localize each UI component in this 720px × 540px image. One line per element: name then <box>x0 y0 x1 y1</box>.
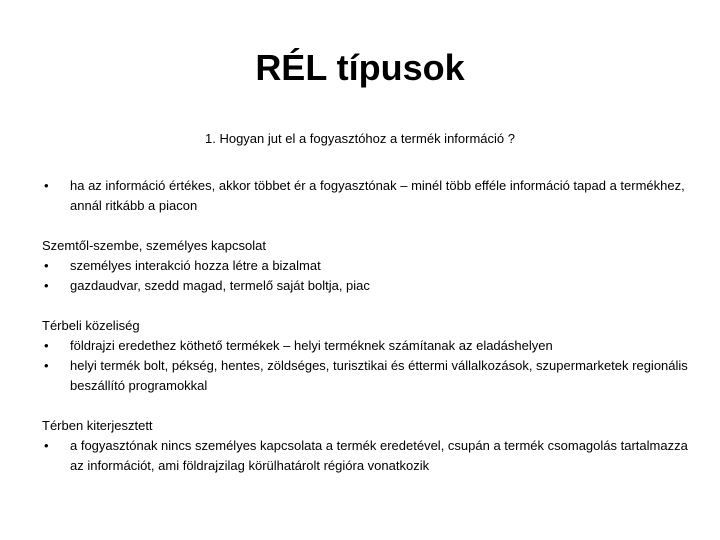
bullet-icon: • <box>44 438 49 453</box>
bullet-icon: • <box>44 358 49 373</box>
section-szemtol-szembe <box>42 236 692 296</box>
section-terbeli-kozeliseg <box>42 316 692 396</box>
bullet-text: személyes interakció hozza létre a bizalmat <box>70 258 321 273</box>
bullet-text: a fogyasztónak nincs személyes kapcsolata a termék eredetével, csupán a termék csomagolás tartalmazza az információt, ami földrajzilag körülhatárolt régióra vonatkozik <box>70 438 688 473</box>
bullet-text: földrajzi eredethez köthető termékek – helyi terméknek számítanak az eladáshelyen <box>70 338 553 353</box>
bullet-text: helyi termék bolt, pékség, hentes, zöldséges, turisztikai és éttermi vállalkozások, szupermarketek regionális beszállító programokkal <box>70 358 688 393</box>
slide-question: 1. Hogyan jut el a fogyasztóhoz a termék információ ? <box>205 131 515 146</box>
list-item <box>42 256 692 276</box>
bullet-list <box>42 336 692 396</box>
slide-title: RÉL típusok <box>255 47 465 88</box>
list-item <box>42 336 692 356</box>
bullet-icon: • <box>44 258 49 273</box>
bullet-icon: • <box>44 178 49 193</box>
list-item <box>42 276 692 296</box>
bullet-list <box>42 436 692 476</box>
section-heading: Térben kiterjesztett <box>42 418 153 433</box>
section-terben-kiterjesztett <box>42 416 692 476</box>
list-item <box>42 436 692 476</box>
section-heading: Térbeli közeliség <box>42 318 140 333</box>
intro-section <box>42 176 692 216</box>
list-item <box>42 176 692 216</box>
bullet-icon: • <box>44 338 49 353</box>
bullet-list <box>42 256 692 296</box>
bullet-text: ha az információ értékes, akkor többet ér a fogyasztónak – minél több efféle információ tapad a termékhez, annál ritkább a piacon <box>70 178 685 213</box>
bullet-icon: • <box>44 278 49 293</box>
intro-bullet-list <box>42 176 692 216</box>
section-heading: Szemtől-szembe, személyes kapcsolat <box>42 238 266 253</box>
bullet-text: gazdaudvar, szedd magad, termelő saját boltja, piac <box>70 278 370 293</box>
slide-content <box>42 176 692 476</box>
list-item <box>42 356 692 396</box>
